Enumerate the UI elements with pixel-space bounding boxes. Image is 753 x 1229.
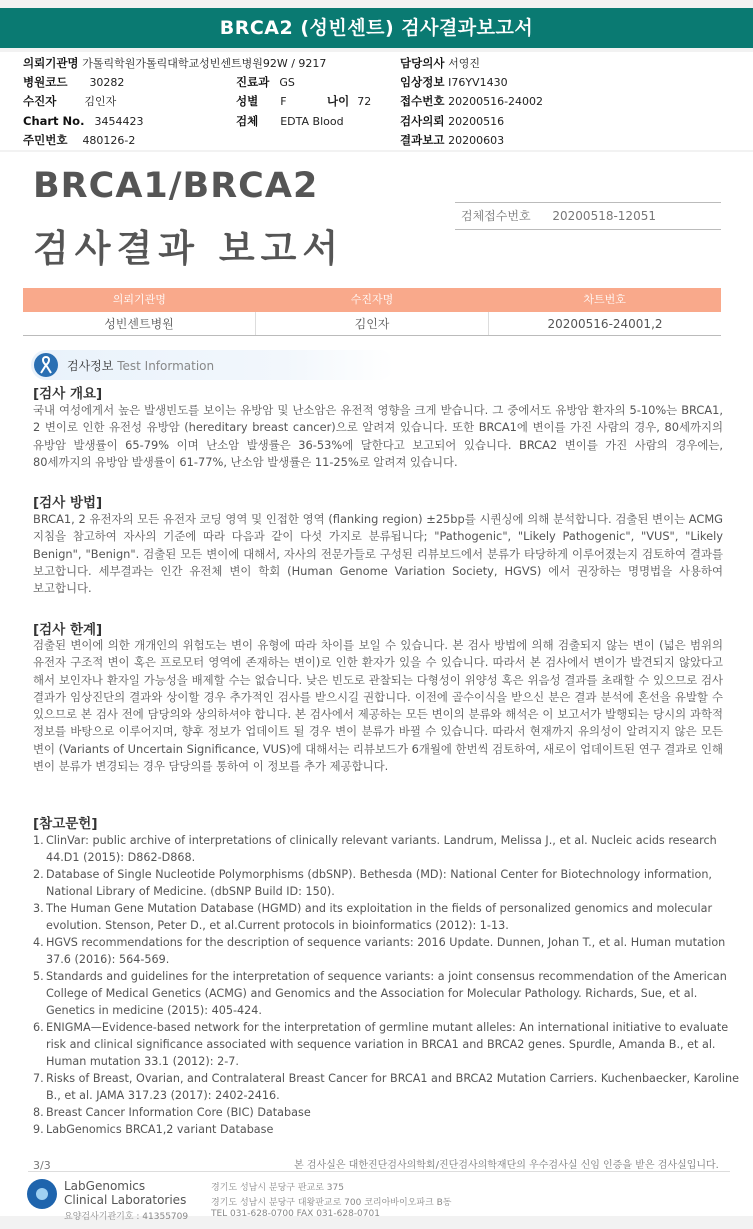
reference-text: Breast Cancer Information Core (BIC) Database bbox=[46, 1106, 311, 1119]
list-item: 2. Database of Single Nucleotide Polymorphisms (dbSNP). Bethesda (MD): National Center for Biotechnology information, National Library of Medicine. (dbSNP Build ID: 150). bbox=[33, 866, 743, 900]
specimen-receipt-value: 20200518-12051 bbox=[552, 209, 656, 223]
report-label: 결과보고 bbox=[400, 133, 445, 147]
list-item: 4. HGVS recommendations for the description of sequence variants: 2016 Update. Dunnen, Johan T., et al. Human mutation 37.6 (2016): 564-569. bbox=[33, 934, 743, 968]
age-value: 72 bbox=[357, 95, 372, 108]
sex-value: F bbox=[280, 95, 287, 108]
receipt-value: 20200516-24002 bbox=[448, 95, 544, 108]
patient-row bbox=[23, 92, 116, 111]
clinical-label: 임상정보 bbox=[400, 75, 445, 89]
section-body-method: BRCA1, 2 유전자의 모든 유전자 코딩 영역 및 인접한 영역 (flanking region) ±25bp를 시퀀싱에 의해 분석합니다. 검출된 변이는 ACMG 지침을 참고하여 자사의 기준에 따라 다음과 같이 다섯 가지로 분류됩니다; "Pathogenic", "Likely Pathogenic", "VUS", "Likely Benign", "Benign". 검출된 모든 변이에 대해서, 자사의 전문가들로 구성된 리뷰보드에서 분류가 타당하게 이루어졌는지 검토하여 결과를 보고합니다. 세부결과는 인간 유전체 변이 학회 (Human Genome Variation Society, HGVS) 에서 권장하는 명명법을 사용하여 보고합니다. bbox=[33, 512, 723, 596]
chart-row bbox=[23, 112, 143, 131]
specimen-receipt-box bbox=[455, 202, 721, 230]
test-info-title-ko: 검사정보 bbox=[67, 359, 114, 373]
rrn-row bbox=[23, 131, 135, 150]
lab-code: 요양검사기관기호 : 41355709 bbox=[64, 1212, 189, 1222]
doctor-value: 서영진 bbox=[448, 57, 480, 70]
specimen-label: 검체 bbox=[236, 114, 259, 128]
dept-row bbox=[236, 73, 295, 92]
patient-meta-panel bbox=[0, 52, 753, 150]
age-row bbox=[327, 92, 371, 111]
lab-name-line1: LabGenomics bbox=[64, 1179, 146, 1193]
dept-label: 진료과 bbox=[236, 75, 270, 89]
address-line2: 경기도 성남시 분당구 대왕판교로 700 코리아바이오파크 B동 bbox=[211, 1198, 452, 1208]
institution-row bbox=[23, 54, 326, 73]
section-title-overview: [검사 개요] bbox=[33, 386, 103, 402]
hospital-code-value: 30282 bbox=[89, 76, 125, 89]
report-row bbox=[400, 131, 504, 150]
section-body-overview: 국내 여성에게서 높은 발생빈도를 보이는 유방암 및 난소암은 유전적 영향을 크게 받습니다. 그 중에서도 유방암 환자의 5-10%는 BRCA1, 2 변이로 인한 유전성 유방암 (hereditary breast cancer)으로 알려져 있습니다. 또한 BRCA1에 변이를 가진 사람의 경우, 80세까지의 유방암 발생률이 65-79% 이며 난소암 발생률은 36-53%에 달한다고 보고되어 있습니다. BRCA2 변이를 가진 사람의 경우에는, 80세까지의 유방암 발생률이 61-77%, 난소암 발생률은 11-25%로 알려져 있습니다. bbox=[33, 403, 723, 469]
clinical-row bbox=[400, 73, 508, 92]
specimen-value: EDTA Blood bbox=[280, 115, 344, 128]
patient-table-header bbox=[23, 288, 721, 312]
list-item: 3. The Human Gene Mutation Database (HGMD) and its exploitation in the fields of personalized genomics and molecular evolution. Stenson, Peter D., et al.Current protocols in bioinformatics (2012): 1-13. bbox=[33, 900, 743, 934]
age-label: 나이 bbox=[327, 94, 350, 108]
lab-name-line2: Clinical Laboratories bbox=[64, 1193, 187, 1207]
dept-value: GS bbox=[279, 76, 295, 89]
report-banner-title: BRCA2 (성빈센트) 검사결과보고서 bbox=[0, 8, 753, 48]
test-info-title bbox=[67, 357, 214, 374]
table-cell: 김인자 bbox=[256, 312, 489, 335]
patient-label: 수진자 bbox=[23, 94, 57, 108]
report-page bbox=[0, 152, 753, 1222]
ribbon-icon bbox=[34, 353, 58, 377]
doc-title-line1: BRCA1/BRCA2 bbox=[33, 166, 319, 206]
table-cell: 20200516-24001,2 bbox=[547, 317, 663, 331]
hospital-code-row bbox=[23, 73, 124, 92]
reference-list bbox=[33, 832, 743, 1138]
labgenomics-logo-icon bbox=[27, 1179, 57, 1209]
certification-note: 본 검사실은 대한진단검사의학회/진단검사의학재단의 우수검사실 신임 인증을 받은 검사실입니다. bbox=[294, 1160, 719, 1171]
table-header-cell: 의뢰기관명 bbox=[112, 293, 166, 306]
list-item: 1. ClinVar: public archive of interpretations of clinically relevant variants. Landrum, Melissa J., et al. Nucleic acids research 44.D1 (2015): D862-D868. bbox=[33, 832, 743, 866]
request-value: 20200516 bbox=[448, 115, 505, 128]
footer-divider bbox=[28, 1171, 730, 1172]
request-label: 검사의뢰 bbox=[400, 114, 445, 128]
chart-label: Chart No. bbox=[23, 114, 85, 128]
list-item: 8. Breast Cancer Information Core (BIC) Database bbox=[33, 1104, 743, 1121]
sex-label: 성별 bbox=[236, 94, 259, 108]
reference-text: LabGenomics BRCA1,2 variant Database bbox=[46, 1123, 274, 1136]
test-info-header bbox=[31, 350, 394, 380]
receipt-label: 접수번호 bbox=[400, 94, 445, 108]
reference-text: The Human Gene Mutation Database (HGMD) and its exploitation in the fields of personalized genomics and molecular evolution. Stenson, Peter D., et al.Current protocols in bioinformatics (2012): 1-13. bbox=[46, 902, 713, 932]
chart-value: 3454423 bbox=[94, 115, 144, 128]
doctor-label: 담당의사 bbox=[400, 56, 445, 70]
table-header-cell: 수진자명 bbox=[350, 293, 394, 306]
report-value: 20200603 bbox=[448, 134, 505, 147]
rrn-label: 주민번호 bbox=[23, 133, 68, 147]
test-info-title-en: Test Information bbox=[117, 359, 215, 373]
doc-title-line2: 검사결과 보고서 bbox=[33, 227, 345, 270]
list-item: 5. Standards and guidelines for the interpretation of sequence variants: a joint consensus recommendation of the American College of Medical Genetics (ACMG) and Genomics and the Association for Molecular Pathology. Richards, Sue, et al. Genetics in medicine (2015): 405-424. bbox=[33, 968, 743, 1019]
list-item: 6. ENIGMA—Evidence‐based network for the interpretation of germline mutant alleles: An international initiative to evaluate risk and clinical significance associated with sequence variation in BRCA1 and BRCA2 genes. Spurdle, Amanda B., et al. Human mutation 33.1 (2012): 2-7. bbox=[33, 1019, 743, 1070]
table-cell: 성빈센트병원 bbox=[23, 312, 256, 335]
patient-table bbox=[23, 288, 721, 336]
address-line1: 경기도 성남시 분당구 판교로 375 bbox=[211, 1183, 344, 1193]
section-title-method: [검사 방법] bbox=[33, 495, 103, 511]
institution-value: 가톨릭학원가톨릭대학교성빈센트병원92W / 9217 bbox=[82, 57, 327, 70]
section-body-limits: 검출된 변이에 의한 개개인의 위험도는 변이 유형에 따라 차이를 보일 수 있습니다. 본 검사 방법에 의해 검출되지 않는 변이 (넓은 범위의 유전자 구조적 변이 혹은 프로모터 영역에 존재하는 변이)로 인한 환자가 있을 수 있습니다. 따라서 본 검사에서 변이가 발견되지 않았다고 해서 보인자나 환자일 가능성을 배제할 수는 없습니다. 낮은 빈도로 관찰되는 다형성이 위양성 혹은 위음성 결과를 초래할 수 있으므로 검사 결과가 임상진단의 결과와 상이할 경우 추가적인 검사를 받으시길 권합니다. 이전에 골수이식을 받으신 분은 결과 분석에 혼선을 유발할 수 있으므로 본 검사 전에 담당의와 상의하셔야 합니다. 본 검사에서 제공하는 모든 변이의 분류와 해석은 이 보고서가 발행되는 당시의 과학적 정보를 바탕으로 이루어지며, 향후 정보가 업데이트 될 경우 변이 분류가 바뀔 수 있습니다. 따라서 현재까지 유의성이 알려지지 않은 모든 변이 (Variants of Uncertain Significance, VUS)에 대해서는 리뷰보드가 6개월에 한번씩 검토하여, 새로이 업데이트된 연구 결과로 인해 변이 분류가 변경되는 경우 담당의를 통하여 이 정보를 추가 제공합니다. bbox=[33, 638, 723, 774]
list-item: 9. LabGenomics BRCA1,2 variant Database bbox=[33, 1121, 743, 1138]
table-row bbox=[23, 312, 721, 336]
reference-text: HGVS recommendations for the description of sequence variants: 2016 Update. Dunnen, Johan T., et al. Human mutation 37.6 (2016): 564-569. bbox=[46, 936, 726, 966]
doctor-row bbox=[400, 54, 480, 73]
sex-row bbox=[236, 92, 287, 111]
rrn-value: 480126-2 bbox=[82, 134, 136, 147]
request-row bbox=[400, 112, 504, 131]
page-number: 3/3 bbox=[33, 1159, 51, 1172]
receipt-row bbox=[400, 92, 543, 111]
reference-text: ClinVar: public archive of interpretations of clinically relevant variants. Landrum, Melissa J., et al. Nucleic acids research 44.D1 (2015): D862-D868. bbox=[46, 834, 717, 864]
table-header-cell: 차트번호 bbox=[583, 293, 626, 306]
patient-value: 김인자 bbox=[84, 95, 117, 108]
clinical-value: I76YV1430 bbox=[448, 76, 508, 89]
reference-text: Standards and guidelines for the interpretation of sequence variants: a joint consensus recommendation of the American College of Medical Genetics (ACMG) and Genomics and the Association for Molecular Pathology. Richards, Sue, et al. Genetics in medicine (2015): 405-424. bbox=[46, 970, 727, 1017]
specimen-receipt-label: 검체접수번호 bbox=[461, 209, 531, 223]
list-item: 7. Risks of Breast, Ovarian, and Contralateral Breast Cancer for BRCA1 and BRCA2 Mutation Carriers. Kuchenbaecker, Karoline B., et al. JAMA 317.23 (2017): 2402-2416. bbox=[33, 1070, 743, 1104]
reference-text: Risks of Breast, Ovarian, and Contralateral Breast Cancer for BRCA1 and BRCA2 Mutation Carriers. Kuchenbaecker, Karoline B., et al. JAMA 317.23 (2017): 2402-2416. bbox=[46, 1072, 739, 1102]
contact-line: TEL 031-628-0700 FAX 031-628-0701 bbox=[211, 1209, 380, 1219]
institution-label: 의뢰기관명 bbox=[23, 56, 79, 70]
specimen-row bbox=[236, 112, 344, 131]
hospital-code-label: 병원코드 bbox=[23, 75, 68, 89]
reference-text: ENIGMA—Evidence‐based network for the interpretation of germline mutant alleles: An international initiative to evaluate risk and clinical significance associated with sequence variation in BRCA1 and BRCA2 genes. Spurdle, Amanda B., et al. Human mutation 33.1 (2012): 2-7. bbox=[46, 1021, 729, 1068]
reference-text: Database of Single Nucleotide Polymorphisms (dbSNP). Bethesda (MD): National Center for Biotechnology information, National Library of Medicine. (dbSNP Build ID: 150). bbox=[46, 868, 712, 898]
section-title-references: [참고문헌] bbox=[33, 816, 98, 832]
section-title-limits: [검사 한계] bbox=[33, 622, 103, 638]
